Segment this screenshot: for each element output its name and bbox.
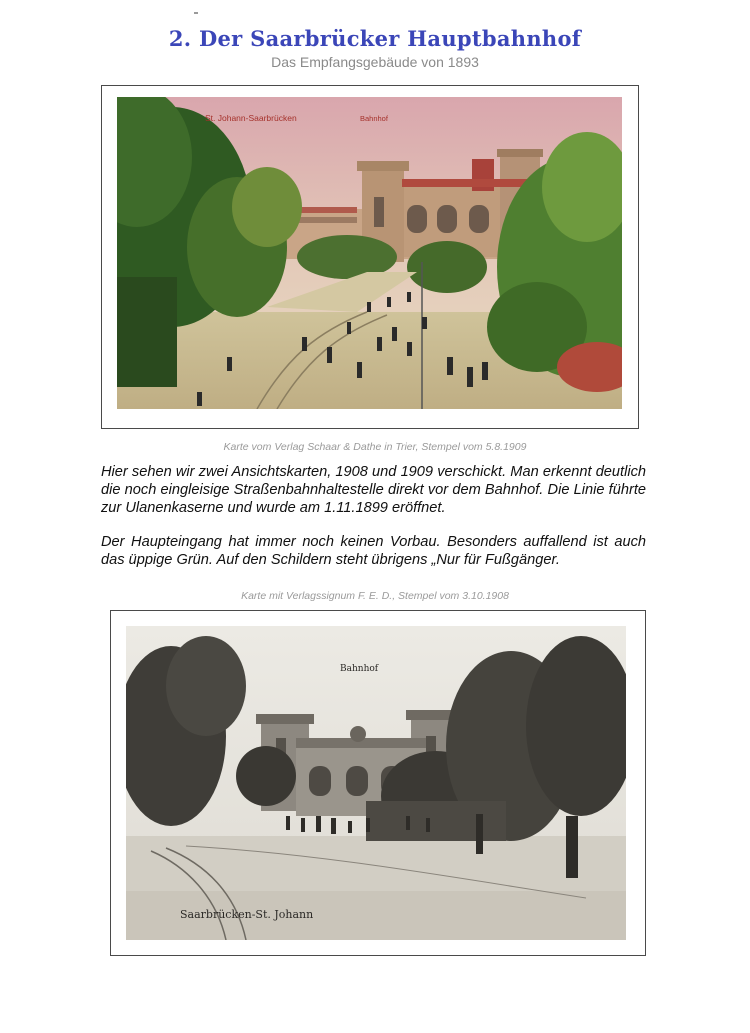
description-paragraph-1: Hier sehen wir zwei Ansichtskarten, 1908 und 1909 verschickt. Man erkennt deutlich die noch eingleisige Straßenbahnhaltestelle direkt vor dem Bahnhof. Die Linie führte zur Ulanenkaserne und wurde am 1.11.1899 eröffnet. bbox=[101, 464, 646, 516]
postcard-1-imprint-right: Bahnhof bbox=[360, 114, 388, 123]
postcard-2-caption: Karte mit Verlagssignum F. E. D., Stempel vom 3.10.1908 bbox=[241, 590, 509, 602]
postcard-2-top-label: Bahnhof bbox=[340, 664, 379, 674]
postcard-1-caption: Karte vom Verlag Schaar & Dathe in Trier, Stempel vom 5.8.1909 bbox=[223, 441, 527, 453]
page-mark bbox=[194, 12, 198, 14]
postcard-1-illustration bbox=[117, 97, 622, 409]
postcard-2-illustration bbox=[126, 626, 626, 940]
postcard-2-bottom-label: Saarbrücken-St. Johann bbox=[180, 908, 314, 921]
description-paragraph-2: Der Haupteingang hat immer noch keinen Vorbau. Besonders auffallend ist auch das üppige Grün. Auf den Schildern steht übrigens „Nur für Fußgänger. bbox=[101, 534, 646, 568]
page-subtitle: Das Empfangsgebäude von 1893 bbox=[271, 54, 479, 70]
postcard-1-imprint-left: St. Johann-Saarbrücken bbox=[205, 113, 297, 123]
postcard-1-image bbox=[117, 97, 622, 409]
page-title: 2. Der Saarbrücker Hauptbahnhof bbox=[168, 26, 582, 51]
postcard-2-image bbox=[126, 626, 626, 940]
